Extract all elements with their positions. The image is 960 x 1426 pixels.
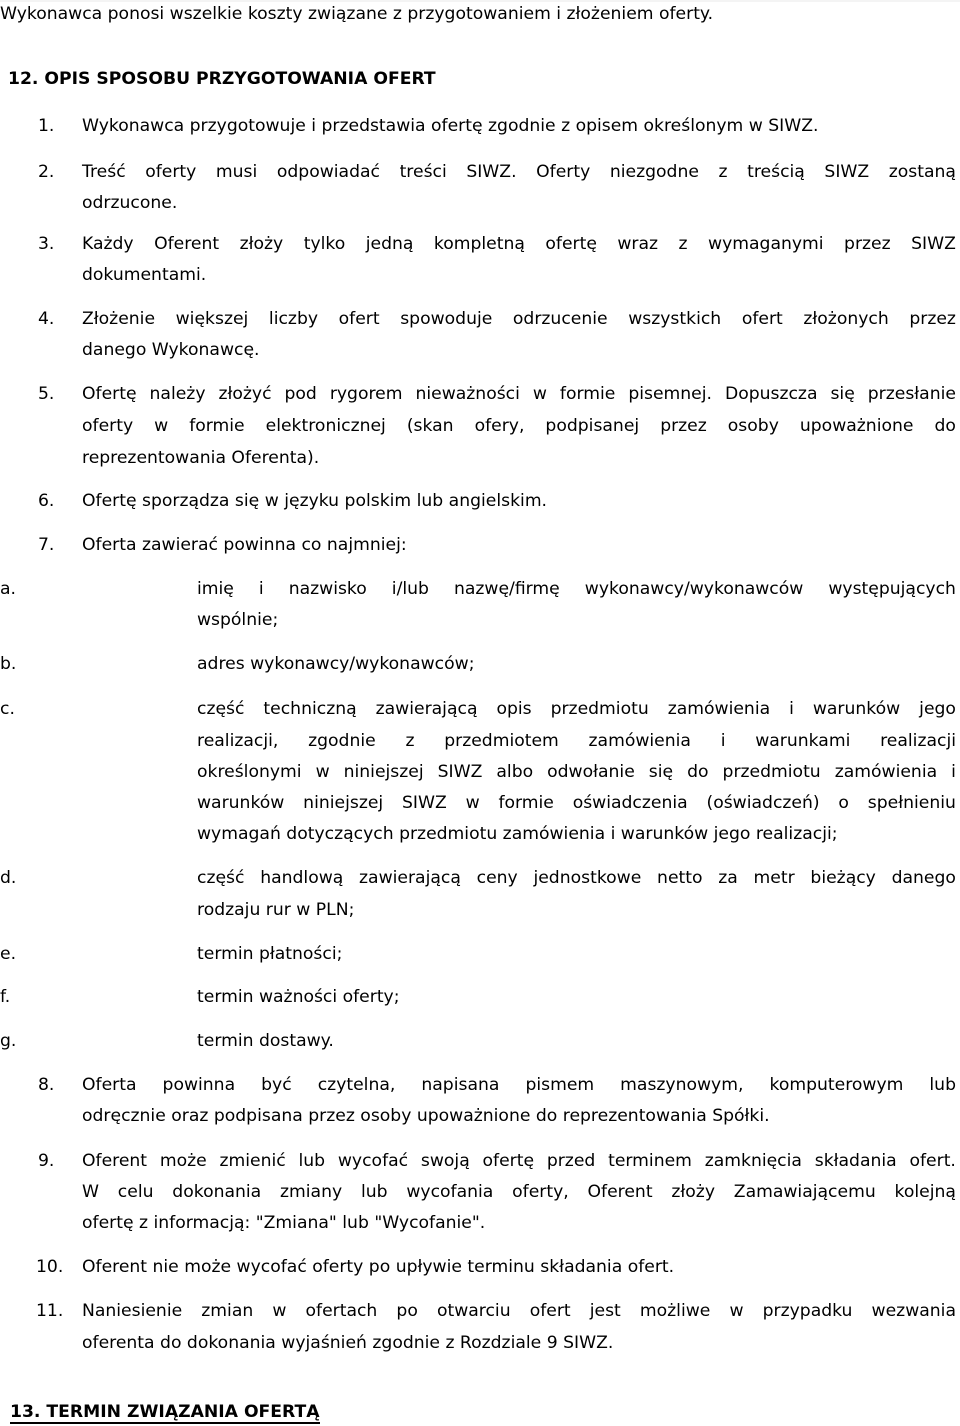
- paragraph-line: termin ważności oferty;: [197, 987, 400, 1007]
- paragraph-line: warunków niniejszej SIWZ w formie oświadczenia (oświadczeń) o spełnieniu: [197, 793, 956, 813]
- item-number: 3.: [38, 234, 55, 254]
- paragraph-line: Oferta powinna być czytelna, napisana pismem maszynowym, komputerowym lub: [82, 1075, 956, 1095]
- paragraph-line: termin płatności;: [197, 944, 343, 964]
- paragraph-line: adres wykonawcy/wykonawców;: [197, 654, 475, 674]
- paragraph-line: odręcznie oraz podpisana przez osoby upoważnione do reprezentowania Spółki.: [82, 1106, 770, 1126]
- paragraph-line: część techniczną zawierającą opis przedmiotu zamówienia i warunków jego: [197, 699, 956, 719]
- page-top-edge: [0, 0, 960, 2]
- paragraph-line: realizacji, zgodnie z przedmiotem zamówienia i warunkami realizacji: [197, 731, 956, 751]
- section-12-heading: 12. OPIS SPOSOBU PRZYGOTOWANIA OFERT: [8, 69, 436, 89]
- paragraph-line: część handlową zawierającą ceny jednostkowe netto za metr bieżący danego: [197, 868, 956, 888]
- paragraph-line: reprezentowania Oferenta).: [82, 448, 320, 468]
- paragraph-line: W celu dokonania zmiany lub wycofania oferty, Oferent złoży Zamawiającemu kolejną: [82, 1182, 956, 1202]
- item-number: 4.: [38, 309, 55, 329]
- subitem-letter: a.: [0, 579, 16, 599]
- paragraph-line: odrzucone.: [82, 193, 178, 213]
- paragraph-line: wymagań dotyczących przedmiotu zamówienia i warunków jego realizacji;: [197, 824, 838, 844]
- paragraph-line: imię i nazwisko i/lub nazwę/firmę wykonawcy/wykonawców występujących: [197, 579, 956, 599]
- item-number: 6.: [38, 491, 55, 511]
- item-number: 11.: [36, 1301, 64, 1321]
- item-number: 1.: [38, 116, 55, 136]
- item-number: 2.: [38, 162, 55, 182]
- subitem-letter: d.: [0, 868, 17, 888]
- paragraph-line: Oferent nie może wycofać oferty po upływie terminu składania ofert.: [82, 1257, 675, 1277]
- paragraph-line: Ofertę należy złożyć pod rygorem nieważności w formie pisemnej. Dopuszcza się przesłanie: [82, 384, 956, 404]
- paragraph-line: rodzaju rur w PLN;: [197, 900, 355, 920]
- item-number: 8.: [38, 1075, 55, 1095]
- subitem-letter: f.: [0, 987, 11, 1007]
- paragraph-line: termin dostawy.: [197, 1031, 334, 1051]
- paragraph-line: Naniesienie zmian w ofertach po otwarciu ofert jest możliwe w przypadku wezwania: [82, 1301, 956, 1321]
- item-number: 10.: [36, 1257, 64, 1277]
- subitem-letter: e.: [0, 944, 17, 964]
- item-number: 9.: [38, 1151, 55, 1171]
- paragraph-line: danego Wykonawcę.: [82, 340, 260, 360]
- subitem-letter: b.: [0, 654, 17, 674]
- section-13-heading: 13. TERMIN ZWIĄZANIA OFERTĄ: [10, 1404, 320, 1424]
- paragraph-line: Złożenie większej liczby ofert spowoduje odrzucenie wszystkich ofert złożonych przez: [82, 309, 956, 329]
- paragraph-line: Oferta zawierać powinna co najmniej:: [82, 535, 407, 555]
- paragraph-line: dokumentami.: [82, 265, 207, 285]
- paragraph-line: wspólnie;: [197, 610, 279, 630]
- paragraph-line: Oferent może zmienić lub wycofać swoją ofertę przed terminem zamknięcia składania ofert.: [82, 1151, 956, 1171]
- paragraph-line: określonymi w niniejszej SIWZ albo odwołanie się do przedmiotu zamówienia i: [197, 762, 956, 782]
- paragraph-line: oferty w formie elektronicznej (skan ofery, podpisanej przez osoby upoważnione do: [82, 416, 956, 436]
- item-number: 5.: [38, 384, 55, 404]
- paragraph-line: Każdy Oferent złoży tylko jedną kompletną ofertę wraz z wymaganymi przez SIWZ: [82, 234, 956, 254]
- paragraph-line: oferenta do dokonania wyjaśnień zgodnie z Rozdziale 9 SIWZ.: [82, 1333, 614, 1353]
- paragraph-line: ofertę z informacją: "Zmiana" lub "Wycofanie".: [82, 1213, 486, 1233]
- paragraph-line: Wykonawca przygotowuje i przedstawia ofertę zgodnie z opisem określonym w SIWZ.: [82, 116, 819, 136]
- paragraph-line: Ofertę sporządza się w języku polskim lub angielskim.: [82, 491, 548, 511]
- subitem-letter: g.: [0, 1031, 17, 1051]
- intro-text: Wykonawca ponosi wszelkie koszty związane z przygotowaniem i złożeniem oferty.: [0, 4, 714, 24]
- item-number: 7.: [38, 535, 55, 555]
- subitem-letter: c.: [0, 699, 15, 719]
- paragraph-line: Treść oferty musi odpowiadać treści SIWZ. Oferty niezgodne z treścią SIWZ zostaną: [82, 162, 956, 182]
